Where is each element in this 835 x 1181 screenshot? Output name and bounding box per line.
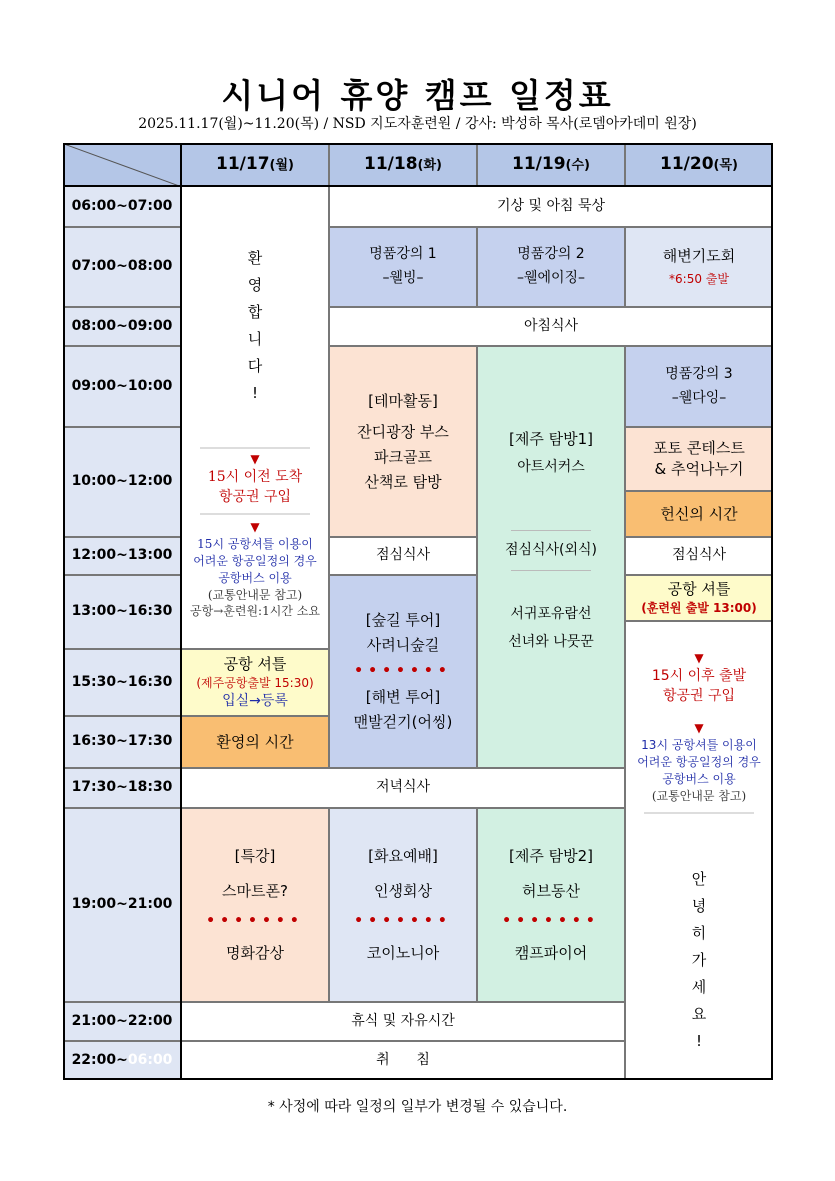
bus-note: (교통안내문 참고) (207, 587, 303, 602)
down-arrow-icon: ▼ (694, 651, 704, 665)
time-slot: 19:00~21:00 (63, 808, 181, 1002)
mon-welcome-time-cell: 환영의 시간 (181, 716, 329, 768)
time-slot: 06:00~07:00 (63, 186, 181, 227)
header-day-3: 11/19(수) (477, 143, 625, 186)
time-slot: 08:00~09:00 (63, 307, 181, 346)
time-slot: 21:00~22:00 (63, 1002, 181, 1041)
time-slot: 17:30~18:30 (63, 768, 181, 808)
time-slot-last: 22:00~06:00 (63, 1041, 181, 1080)
thu-farewell-cell: ▼ 15시 이후 출발 항공권 구입 ▼ 13시 공항셔틀 이용이 어려운 항공일정의 경우 공항버스 이용 (교통안내문 참고) 안 녕 히 가 세 요 ! (625, 621, 773, 1080)
header-day-4: 11/20(목) (625, 143, 773, 186)
tue-tour-cell: [숲길 투어] 사려니숲길 ••••••• [해변 투어] 맨발걷기(어씽) (329, 575, 477, 768)
header-day-1: 11/17(월) (181, 143, 329, 186)
tue-lunch-cell: 점심식사 (329, 537, 477, 575)
time-slot: 10:00~12:00 (63, 427, 181, 537)
header-day-2: 11/18(화) (329, 143, 477, 186)
bus-note: 공항버스 이용 (218, 570, 292, 585)
down-arrow-icon: ▼ (250, 452, 260, 466)
bus-travel-time: 공항→훈련원:1시간 소요 (190, 604, 320, 619)
mon-shuttle-cell: 공항 셔틀 (제주공항출발 15:30) 입실→등록 (181, 649, 329, 716)
schedule-table (63, 143, 773, 1080)
thu-shuttle-cell: 공항 셔틀 (훈련원 출발 13:00) (625, 575, 773, 621)
tue-lecture-cell: 명품강의 1 –웰빙– (329, 227, 477, 307)
tue-theme-cell: [테마활동] 잔디광장 부스 파크골프 산책로 탐방 (329, 346, 477, 537)
thu-prayer-cell: 해변기도회 *6:50 출발 (625, 227, 773, 307)
mon-special-lecture-cell: [특강] 스마트폰? ••••••• 명화감상 (181, 808, 329, 1002)
bus-note: 15시 공항셔틀 이용이 (197, 537, 313, 552)
footnote: * 사정에 따라 일정의 일부가 변경될 수 있습니다. (267, 1099, 568, 1115)
arrival-note: 항공권 구입 (218, 488, 292, 505)
down-arrow-icon: ▼ (250, 520, 260, 535)
time-slot: 15:30~16:30 (63, 649, 181, 716)
thu-photo-cell: 포토 콘테스트 & 추억나누기 (625, 427, 773, 491)
corner-header-cell (63, 143, 181, 186)
shared-dinner-cell: 저녁식사 (181, 768, 625, 808)
down-arrow-icon: ▼ (694, 721, 704, 736)
arrival-note: 15시 이전 도착 (207, 469, 303, 485)
thu-lecture-cell: 명품강의 3 –웰다잉– (625, 346, 773, 427)
page-subtitle: 2025.11.17(월)~11.20(목) / NSD 지도자훈련원 / 강사: 박성하 목사(로뎀아카데미 원장) (138, 116, 697, 132)
thu-lunch-cell: 점심식사 (625, 537, 773, 575)
time-slot: 16:30~17:30 (63, 716, 181, 768)
time-slot: 07:00~08:00 (63, 227, 181, 307)
time-slot: 09:00~10:00 (63, 346, 181, 427)
tue-worship-cell: [화요예배] 인생회상 ••••••• 코이노니아 (329, 808, 477, 1002)
wed-tour2-cell: [제주 탐방2] 허브동산 ••••••• 캠프파이어 (477, 808, 625, 1002)
wed-tour-cell: [제주 탐방1] 아트서커스 점심식사(외식) 서귀포유람선 선녀와 나뭇꾼 (477, 346, 625, 768)
bus-note: 어려운 항공일정의 경우 (193, 553, 317, 568)
diagonal-line (64, 144, 182, 187)
page-title: 시니어 휴양 캠프 일정표 (221, 76, 614, 115)
wed-lecture-cell: 명품강의 2 –웰에이징– (477, 227, 625, 307)
welcome-vertical-text: 환 영 합 니 다 ! (247, 249, 263, 402)
shared-breakfast-cell: 아침식사 (329, 307, 773, 346)
shared-wake-cell: 기상 및 아침 묵상 (329, 186, 773, 227)
mon-welcome-cell (181, 186, 329, 649)
thu-devotion-cell: 헌신의 시간 (625, 491, 773, 537)
shared-rest-cell: 휴식 및 자유시간 (181, 1002, 625, 1041)
time-slot: 12:00~13:00 (63, 537, 181, 575)
shared-sleep-cell: 취 침 (181, 1041, 625, 1080)
time-slot: 13:00~16:30 (63, 575, 181, 649)
farewell-vertical-text: 안 녕 히 가 세 요 ! (691, 870, 707, 1051)
